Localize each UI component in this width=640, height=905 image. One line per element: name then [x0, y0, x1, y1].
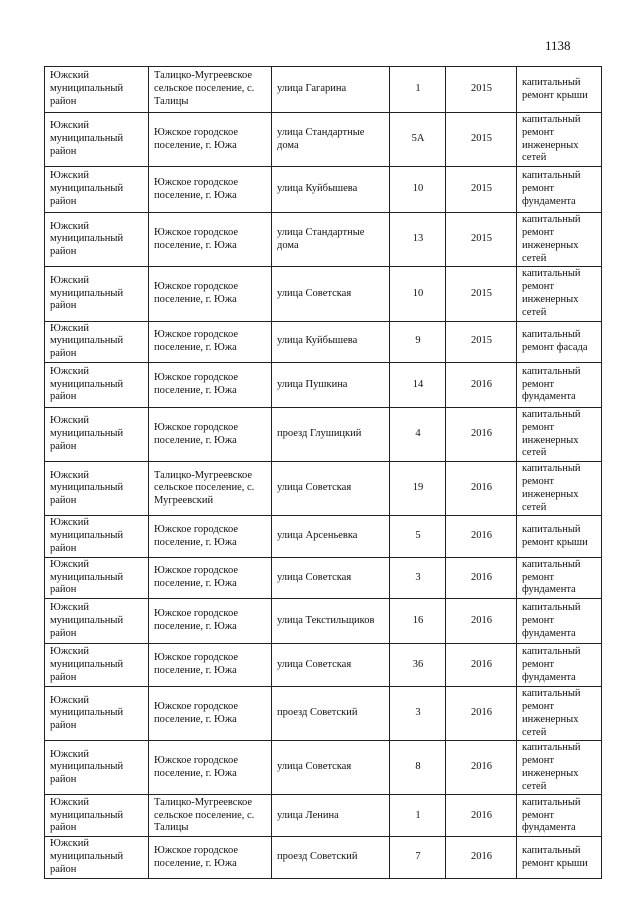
- district-cell: Южский муниципальный район: [45, 644, 149, 687]
- district-cell: Южский муниципальный район: [45, 113, 149, 167]
- table-row: [45, 516, 602, 557]
- year-cell: 2016: [446, 795, 517, 837]
- street-cell: улица Ленина: [272, 795, 390, 837]
- street-cell: улица Куйбышева: [272, 321, 390, 362]
- work-type-cell: капитальный ремонт фундамента: [517, 599, 602, 644]
- work-type-cell: капитальный ремонт инженерных сетей: [517, 687, 602, 741]
- district-cell: Южский муниципальный район: [45, 837, 149, 878]
- year-cell: 2016: [446, 644, 517, 687]
- table-row: [45, 644, 602, 687]
- table-row: [45, 67, 602, 113]
- street-cell: улица Стандартные дома: [272, 213, 390, 267]
- settlement-cell: Южское городское поселение, г. Южа: [149, 321, 272, 362]
- settlement-cell: Южское городское поселение, г. Южа: [149, 167, 272, 213]
- street-cell: проезд Советский: [272, 837, 390, 878]
- table-row: [45, 321, 602, 362]
- house-number-cell: 5А: [390, 113, 446, 167]
- settlement-cell: Южское городское поселение, г. Южа: [149, 599, 272, 644]
- settlement-cell: Южское городское поселение, г. Южа: [149, 407, 272, 461]
- work-type-cell: капитальный ремонт инженерных сетей: [517, 213, 602, 267]
- settlement-cell: Талицко-Мугреевское сельское поселение, с. Талицы: [149, 795, 272, 837]
- district-cell: Южский муниципальный район: [45, 516, 149, 557]
- table-row: [45, 599, 602, 644]
- settlement-cell: Южское городское поселение, г. Южа: [149, 213, 272, 267]
- settlement-cell: Южское городское поселение, г. Южа: [149, 687, 272, 741]
- district-cell: Южский муниципальный район: [45, 557, 149, 598]
- year-cell: 2016: [446, 462, 517, 516]
- house-number-cell: 5: [390, 516, 446, 557]
- district-cell: Южский муниципальный район: [45, 795, 149, 837]
- district-cell: Южский муниципальный район: [45, 687, 149, 741]
- street-cell: улица Советская: [272, 741, 390, 795]
- repair-schedule-table: [44, 66, 602, 879]
- settlement-cell: Южское городское поселение, г. Южа: [149, 113, 272, 167]
- year-cell: 2015: [446, 67, 517, 113]
- page-number: 1138: [545, 38, 571, 53]
- district-cell: Южский муниципальный район: [45, 599, 149, 644]
- year-cell: 2016: [446, 741, 517, 795]
- settlement-cell: Южское городское поселение, г. Южа: [149, 837, 272, 878]
- year-cell: 2015: [446, 267, 517, 321]
- settlement-cell: Южское городское поселение, г. Южа: [149, 741, 272, 795]
- table-row: [45, 167, 602, 213]
- settlement-cell: Южское городское поселение, г. Южа: [149, 362, 272, 407]
- table-row: [45, 462, 602, 516]
- work-type-cell: капитальный ремонт фундамента: [517, 557, 602, 598]
- work-type-cell: капитальный ремонт фундамента: [517, 795, 602, 837]
- year-cell: 2016: [446, 837, 517, 878]
- year-cell: 2016: [446, 407, 517, 461]
- table-row: [45, 267, 602, 321]
- year-cell: 2015: [446, 167, 517, 213]
- district-cell: Южский муниципальный район: [45, 321, 149, 362]
- house-number-cell: 9: [390, 321, 446, 362]
- street-cell: улица Стандартные дома: [272, 113, 390, 167]
- table-row: [45, 687, 602, 741]
- work-type-cell: капитальный ремонт крыши: [517, 837, 602, 878]
- district-cell: Южский муниципальный район: [45, 67, 149, 113]
- settlement-cell: Южское городское поселение, г. Южа: [149, 644, 272, 687]
- house-number-cell: 1: [390, 795, 446, 837]
- year-cell: 2016: [446, 599, 517, 644]
- street-cell: улица Советская: [272, 557, 390, 598]
- settlement-cell: Южское городское поселение, г. Южа: [149, 267, 272, 321]
- house-number-cell: 3: [390, 687, 446, 741]
- street-cell: улица Текстильщиков: [272, 599, 390, 644]
- street-cell: улица Гагарина: [272, 67, 390, 113]
- work-type-cell: капитальный ремонт фасада: [517, 321, 602, 362]
- district-cell: Южский муниципальный район: [45, 741, 149, 795]
- house-number-cell: 8: [390, 741, 446, 795]
- work-type-cell: капитальный ремонт инженерных сетей: [517, 113, 602, 167]
- district-cell: Южский муниципальный район: [45, 213, 149, 267]
- house-number-cell: 7: [390, 837, 446, 878]
- work-type-cell: капитальный ремонт инженерных сетей: [517, 741, 602, 795]
- district-cell: Южский муниципальный район: [45, 362, 149, 407]
- house-number-cell: 3: [390, 557, 446, 598]
- work-type-cell: капитальный ремонт фундамента: [517, 167, 602, 213]
- district-cell: Южский муниципальный район: [45, 167, 149, 213]
- table-row: [45, 362, 602, 407]
- district-cell: Южский муниципальный район: [45, 407, 149, 461]
- street-cell: проезд Глушицкий: [272, 407, 390, 461]
- settlement-cell: Талицко-Мугреевское сельское поселение, с. Мугреевский: [149, 462, 272, 516]
- work-type-cell: капитальный ремонт фундамента: [517, 362, 602, 407]
- work-type-cell: капитальный ремонт инженерных сетей: [517, 462, 602, 516]
- house-number-cell: 10: [390, 167, 446, 213]
- street-cell: улица Арсеньевка: [272, 516, 390, 557]
- district-cell: Южский муниципальный район: [45, 462, 149, 516]
- table-row: [45, 213, 602, 267]
- house-number-cell: 1: [390, 67, 446, 113]
- house-number-cell: 14: [390, 362, 446, 407]
- work-type-cell: капитальный ремонт инженерных сетей: [517, 267, 602, 321]
- house-number-cell: 10: [390, 267, 446, 321]
- street-cell: улица Пушкина: [272, 362, 390, 407]
- work-type-cell: капитальный ремонт фундамента: [517, 644, 602, 687]
- year-cell: 2015: [446, 321, 517, 362]
- year-cell: 2015: [446, 113, 517, 167]
- work-type-cell: капитальный ремонт инженерных сетей: [517, 407, 602, 461]
- table-row: [45, 113, 602, 167]
- work-type-cell: капитальный ремонт крыши: [517, 67, 602, 113]
- year-cell: 2016: [446, 362, 517, 407]
- work-type-cell: капитальный ремонт крыши: [517, 516, 602, 557]
- table-row: [45, 741, 602, 795]
- street-cell: улица Советская: [272, 267, 390, 321]
- street-cell: улица Советская: [272, 644, 390, 687]
- district-cell: Южский муниципальный район: [45, 267, 149, 321]
- settlement-cell: Южское городское поселение, г. Южа: [149, 557, 272, 598]
- table-row: [45, 795, 602, 837]
- settlement-cell: Южское городское поселение, г. Южа: [149, 516, 272, 557]
- street-cell: улица Советская: [272, 462, 390, 516]
- table-body: [45, 67, 602, 879]
- table-row: [45, 557, 602, 598]
- year-cell: 2016: [446, 687, 517, 741]
- street-cell: проезд Советский: [272, 687, 390, 741]
- table-row: [45, 407, 602, 461]
- street-cell: улица Куйбышева: [272, 167, 390, 213]
- house-number-cell: 16: [390, 599, 446, 644]
- year-cell: 2016: [446, 557, 517, 598]
- house-number-cell: 19: [390, 462, 446, 516]
- year-cell: 2015: [446, 213, 517, 267]
- house-number-cell: 36: [390, 644, 446, 687]
- settlement-cell: Талицко-Мугреевское сельское поселение, с. Талицы: [149, 67, 272, 113]
- house-number-cell: 13: [390, 213, 446, 267]
- year-cell: 2016: [446, 516, 517, 557]
- house-number-cell: 4: [390, 407, 446, 461]
- table-row: [45, 837, 602, 878]
